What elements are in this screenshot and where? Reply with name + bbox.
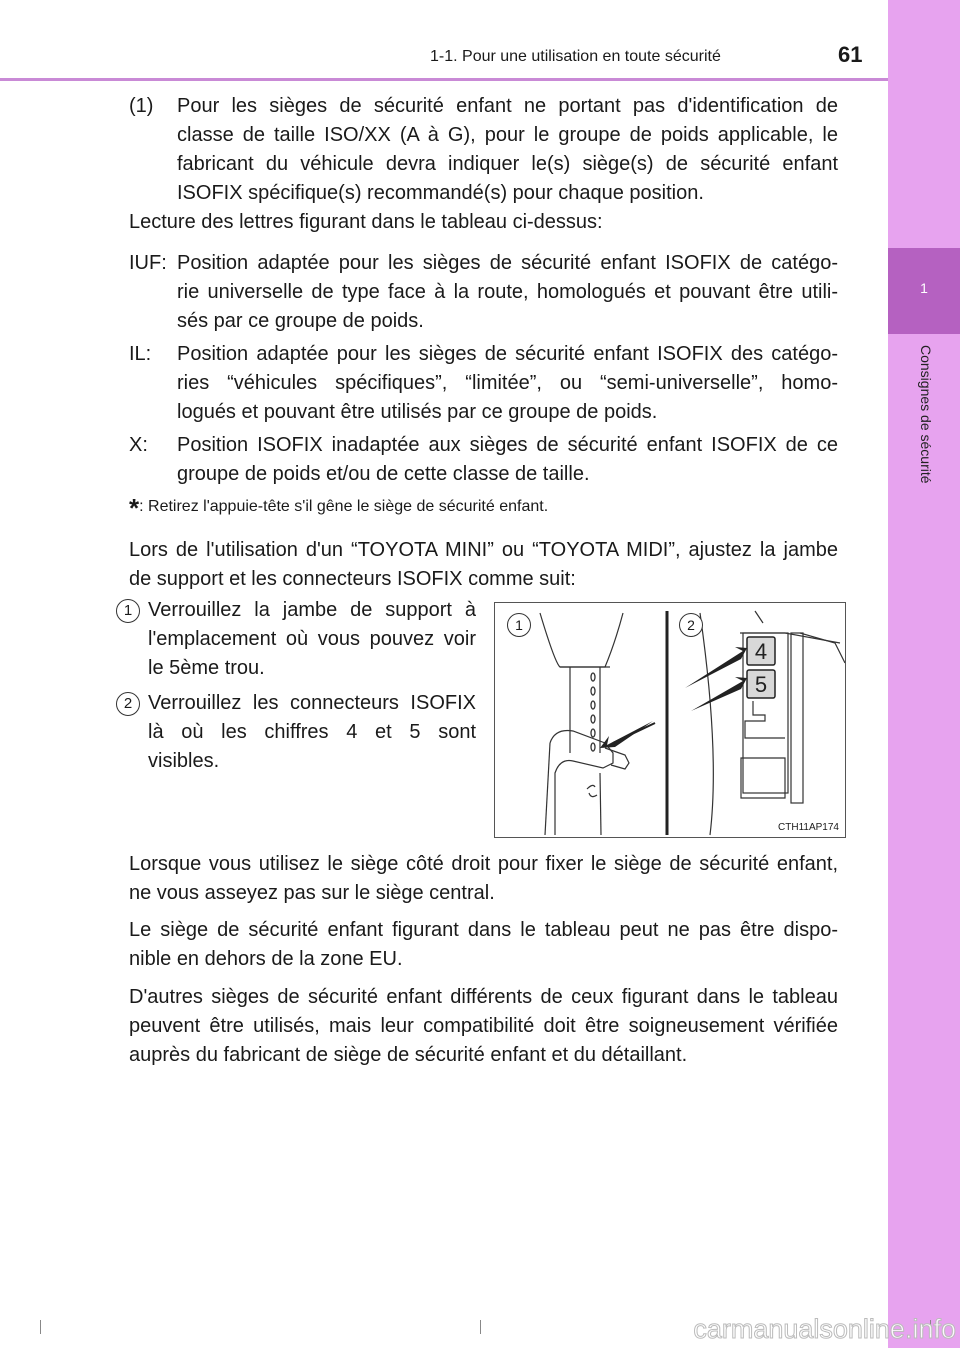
text-line: ISOFIX spécifique(s) recommandé(s) pour chaque position. <box>177 182 704 204</box>
text-line: classe de taille ISO/XX (A à G), pour le groupe de poids applicable, le <box>177 124 838 146</box>
text-line: Le siège de sécurité enfant figurant dans le tableau peut ne pas être dispo- <box>129 919 838 941</box>
chapter-heading: 1-1. Pour une utilisation en toute sécurité <box>430 48 721 65</box>
step-2-number: 2 <box>116 692 140 716</box>
text-line: ries “véhicules spécifiques”, “limitée”, ou “semi-universelle”, homo- <box>177 372 838 394</box>
other-seats-text <box>129 983 838 1070</box>
text-line: D'autres sièges de sécurité enfant différents de ceux figurant dans le tableau <box>129 986 838 1008</box>
crop-mark <box>40 1320 41 1334</box>
text-line: Verrouillez la jambe de support à <box>148 599 476 621</box>
step-1-text <box>148 596 476 683</box>
text-line: Pour les sièges de sécurité enfant ne portant pas d'identification de <box>177 95 838 117</box>
footnote-mark: * <box>129 493 140 523</box>
text-line: l'emplacement où vous pouvez voir <box>148 628 476 650</box>
step-1-number: 1 <box>116 599 140 623</box>
text-line: Verrouillez les connecteurs ISOFIX <box>148 692 476 714</box>
figure-badge-2: 2 <box>679 613 703 637</box>
text-line: fabricant du véhicule devra indiquer le(s) siège(s) de sécurité enfant <box>177 153 838 175</box>
watermark-text: carmanualsonline.info <box>693 1314 956 1344</box>
text-line: auprès du fabricant de siège de sécurité enfant et du détaillant. <box>129 1044 688 1066</box>
text-line: le 5ème trou. <box>148 657 265 679</box>
isofix-illustration <box>494 602 846 838</box>
header-rule <box>0 78 888 81</box>
text-line: Position adaptée pour les sièges de sécurité enfant ISOFIX de catégo- <box>177 252 838 274</box>
figure-code: CTH11AP174 <box>778 822 839 833</box>
iuf-text <box>177 249 838 336</box>
section-number: 1 <box>920 280 928 296</box>
footnote-text: : Retirez l'appuie-tête s'il gêne le siège de sécurité enfant. <box>139 498 549 515</box>
section-side-tab <box>888 0 960 1348</box>
text-line: de support et les connecteurs ISOFIX comme suit: <box>129 568 576 590</box>
text-line: Lorsque vous utilisez le siège côté droit pour fixer le siège de sécurité enfant, <box>129 853 838 875</box>
right-seat-text <box>129 850 838 908</box>
section-title: Consignes de sécurité <box>918 345 934 484</box>
legend-intro: Lecture des lettres figurant dans le tableau ci-dessus: <box>129 211 603 233</box>
x-label: X: <box>129 434 148 456</box>
text-line: logués et pouvant être utilisés par ce groupe de poids. <box>177 401 658 423</box>
text-line: Position adaptée pour les sièges de sécurité enfant ISOFIX des catégo- <box>177 343 838 365</box>
text-line: sés par ce groupe de poids. <box>177 310 424 332</box>
text-line: peuvent être utilisés, mais leur compatibilité doit être soigneusement vérifiée <box>129 1015 838 1037</box>
iuf-label: IUF: <box>129 252 167 274</box>
il-text <box>177 340 838 427</box>
text-line: visibles. <box>148 750 220 772</box>
watermark-logo <box>690 1312 958 1346</box>
footnote <box>129 493 549 523</box>
note-1-label: (1) <box>129 95 154 117</box>
section-number-tab[interactable] <box>888 248 960 334</box>
text-line: ne vous asseyez pas sur le siège central. <box>129 882 495 904</box>
figure-badge-1: 1 <box>507 613 531 637</box>
page-number: 61 <box>838 42 863 67</box>
toyota-adjust-text <box>129 536 838 594</box>
text-line: nible en dehors de la zone EU. <box>129 948 403 970</box>
text-line: Lors de l'utilisation d'un “TOYOTA MINI” ou “TOYOTA MIDI”, ajustez la jambe <box>129 539 838 561</box>
eu-availability-text <box>129 916 838 974</box>
note-1-text <box>177 92 838 208</box>
il-label: IL: <box>129 343 152 365</box>
isofix-digit-5: 5 <box>754 672 768 697</box>
x-text <box>177 431 838 489</box>
text-line: rie universelle de type face à la route, homologués et pouvant être utili- <box>177 281 838 303</box>
text-line: là où les chiffres 4 et 5 sont <box>148 721 476 743</box>
illustration-drawing <box>495 603 846 838</box>
crop-mark <box>480 1320 481 1334</box>
step-2-text <box>148 689 476 776</box>
isofix-digit-4: 4 <box>754 639 768 664</box>
text-line: groupe de poids et/ou de cette classe de taille. <box>177 463 590 485</box>
text-line: Position ISOFIX inadaptée aux sièges de sécurité enfant ISOFIX de ce <box>177 434 838 456</box>
